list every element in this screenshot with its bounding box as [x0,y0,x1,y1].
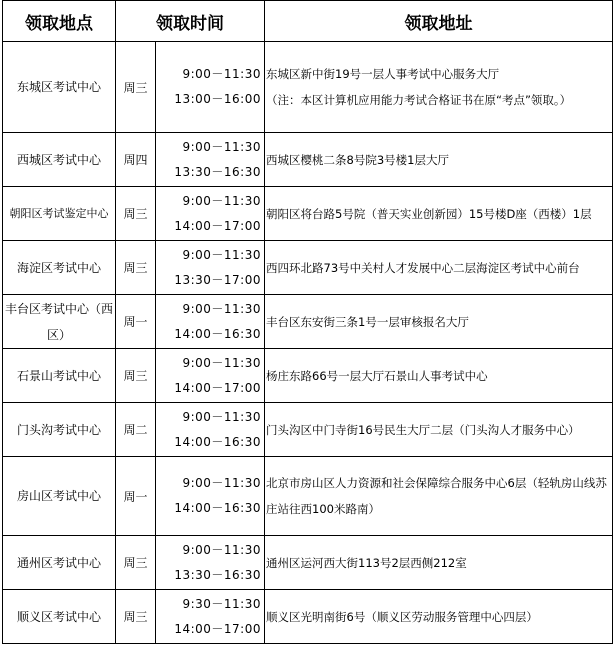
header-row [3,1,613,42]
address-note: （注：本区计算机应用能力考试合格证书在原“考点”领取。） [266,93,572,107]
address-cell: 西四环北路73号中关村人才发展中心二层海淀区考试中心前台 [265,241,613,295]
time-afternoon: 14:00－17:00 [174,621,261,636]
time-afternoon: 14:00－17:00 [174,218,261,233]
pickup-locations-table [2,0,613,644]
time-morning: 9:00－11:30 [182,301,261,316]
day-cell: 周一 [116,295,156,349]
time-cell [156,295,265,349]
address-cell [265,42,613,133]
day-cell: 周三 [116,349,156,403]
time-cell [156,590,265,644]
address-text: 东城区新中街19号一层人事考试中心服务大厅 [266,67,500,81]
place-cell: 房山区考试中心 [3,457,116,536]
place-cell: 石景山考试中心 [3,349,116,403]
time-cell [156,42,265,133]
time-cell [156,187,265,241]
time-cell [156,536,265,590]
time-cell [156,241,265,295]
table-row [3,295,613,349]
time-afternoon: 14:00－17:00 [174,380,261,395]
time-morning: 9:00－11:30 [182,409,261,424]
time-afternoon: 14:00－16:30 [174,501,261,515]
place-cell: 门头沟考试中心 [3,403,116,457]
table-row [3,42,613,133]
time-afternoon: 13:30－16:30 [174,567,261,582]
time-morning: 9:00－11:30 [182,67,261,81]
time-afternoon: 14:00－16:30 [174,326,261,341]
table-row [3,241,613,295]
table-row [3,349,613,403]
address-cell: 朝阳区将台路5号院（普天实业创新园）15号楼D座（西楼）1层 [265,187,613,241]
header-place: 领取地点 [3,1,116,42]
address-cell: 西城区樱桃二条8号院3号楼1层大厅 [265,133,613,187]
address-cell: 顺义区光明南街6号（顺义区劳动服务管理中心四层） [265,590,613,644]
time-morning: 9:00－11:30 [182,247,261,262]
time-morning: 9:00－11:30 [182,355,261,370]
address-cell: 北京市房山区人力资源和社会保障综合服务中心6层（轻轨房山线苏庄站往西100米路南） [265,457,613,536]
header-time: 领取时间 [116,1,265,42]
place-cell: 西城区考试中心 [3,133,116,187]
time-morning: 9:00－11:30 [182,542,261,557]
time-morning: 9:00－11:30 [182,476,261,490]
day-cell: 周三 [116,536,156,590]
day-cell: 周三 [116,241,156,295]
place-cell: 海淀区考试中心 [3,241,116,295]
place-cell: 东城区考试中心 [3,42,116,133]
time-morning: 9:30－11:30 [182,596,261,611]
place-cell: 通州区考试中心 [3,536,116,590]
table-row [3,133,613,187]
table-row [3,403,613,457]
place-cell: 丰台区考试中心（西区） [3,295,116,349]
time-afternoon: 13:30－17:00 [174,272,261,287]
time-cell [156,349,265,403]
time-cell [156,133,265,187]
address-cell: 通州区运河西大街113号2层西侧212室 [265,536,613,590]
address-cell: 杨庄东路66号一层大厅石景山人事考试中心 [265,349,613,403]
table-row [3,187,613,241]
place-cell: 顺义区考试中心 [3,590,116,644]
time-cell [156,457,265,536]
day-cell: 周四 [116,133,156,187]
time-morning: 9:00－11:30 [182,193,261,208]
day-cell: 周三 [116,187,156,241]
header-address: 领取地址 [265,1,613,42]
day-cell: 周一 [116,457,156,536]
table-row [3,457,613,536]
day-cell: 周三 [116,42,156,133]
table-row [3,590,613,644]
day-cell: 周三 [116,590,156,644]
address-cell: 丰台区东安街三条1号一层审核报名大厅 [265,295,613,349]
time-afternoon: 13:30－16:30 [174,164,261,179]
address-cell: 门头沟区中门寺街16号民生大厅二层（门头沟人才服务中心） [265,403,613,457]
time-cell [156,403,265,457]
time-morning: 9:00－11:30 [182,139,261,154]
time-afternoon: 13:00－16:00 [174,92,261,106]
table-row [3,536,613,590]
place-cell: 朝阳区考试鉴定中心 [3,187,116,241]
time-afternoon: 14:00－16:30 [174,434,261,449]
day-cell: 周二 [116,403,156,457]
